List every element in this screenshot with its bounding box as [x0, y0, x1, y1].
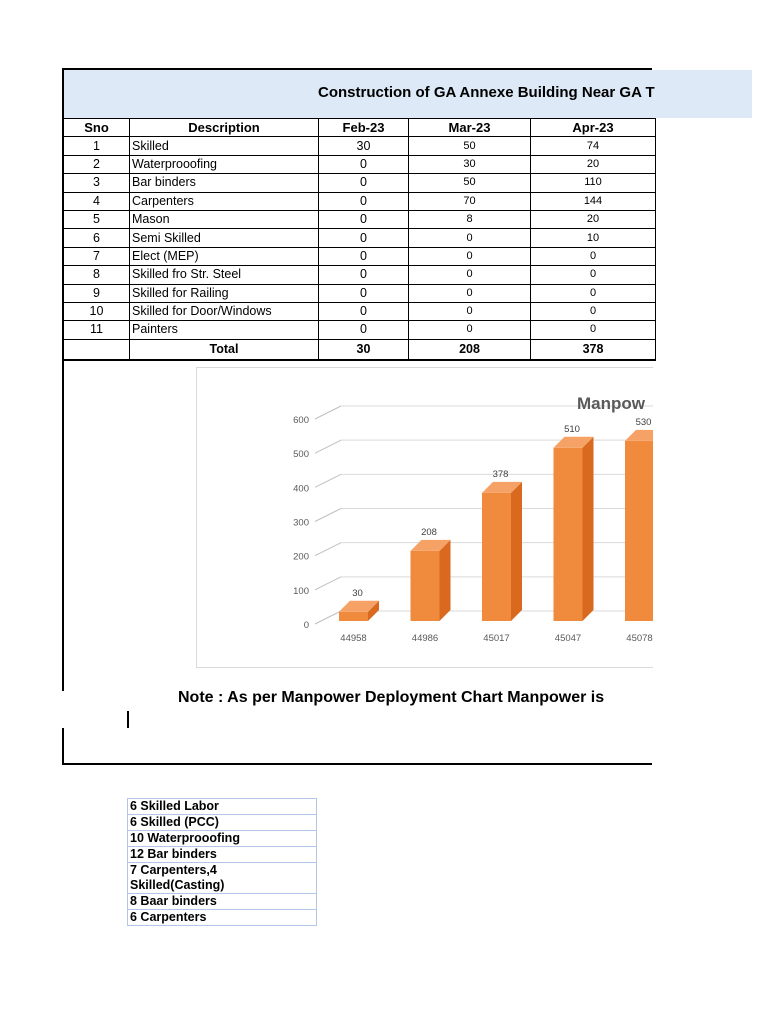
cell-feb: 0 — [319, 266, 409, 284]
cell-sno: 7 — [64, 247, 130, 265]
header-sno: Sno — [64, 119, 130, 137]
crew-item-text: 6 Skilled (PCC) — [128, 815, 317, 831]
table-row — [64, 302, 656, 320]
note-text: Note : As per Manpower Deployment Chart Manpower is — [178, 689, 605, 706]
y-tick-label: 300 — [293, 517, 309, 529]
cell-sno: 11 — [64, 321, 130, 339]
cell-mar: 0 — [409, 302, 531, 320]
table-row — [64, 155, 656, 173]
cell-mar: 0 — [409, 229, 531, 247]
frame-border-left-lower — [62, 728, 64, 764]
list-item — [128, 799, 317, 815]
table-row — [64, 192, 656, 210]
text-cursor — [127, 711, 129, 728]
gridline-diagonal — [315, 611, 341, 624]
cell-description: Skilled for Door/Windows — [130, 302, 319, 320]
cell-feb: 0 — [319, 321, 409, 339]
chart-title: Manpow — [577, 394, 645, 413]
frame-border-top — [62, 68, 652, 70]
cell-feb: 0 — [319, 284, 409, 302]
cell-feb: 0 — [319, 174, 409, 192]
cell-mar: 70 — [409, 192, 531, 210]
data-label: 530 — [635, 416, 652, 428]
bar — [411, 551, 440, 621]
cell-apr: 0 — [531, 284, 656, 302]
cell-mar: 0 — [409, 266, 531, 284]
list-item — [128, 910, 317, 926]
total-row — [64, 339, 656, 360]
cell-sno: 9 — [64, 284, 130, 302]
cell-feb: 30 — [319, 137, 409, 155]
cell-description: Semi Skilled — [130, 229, 319, 247]
cell-description: Mason — [130, 210, 319, 228]
cell-apr: 20 — [531, 155, 656, 173]
x-tick-label: 45017 — [483, 633, 510, 644]
y-tick-label: 500 — [293, 449, 309, 461]
bar — [482, 493, 511, 621]
cell-sno: 10 — [64, 302, 130, 320]
crew-item-text: 7 Carpenters,4 Skilled(Casting) — [128, 863, 317, 894]
header-apr: Apr-23 — [531, 119, 656, 137]
cell-description: Carpenters — [130, 192, 319, 210]
cell-description: Skilled for Railing — [130, 284, 319, 302]
cell-total-mar: 208 — [409, 339, 531, 360]
header-mar: Mar-23 — [409, 119, 531, 137]
frame-border-bottom — [62, 763, 652, 765]
table-row — [64, 321, 656, 339]
bar-side — [440, 540, 451, 621]
header-feb: Feb-23 — [319, 119, 409, 137]
cell-apr: 0 — [531, 321, 656, 339]
crew-item-text: 6 Carpenters — [128, 910, 317, 926]
y-tick-label: 400 — [293, 483, 309, 495]
bar-side — [511, 482, 522, 621]
bar-top — [625, 430, 653, 441]
cell-apr: 110 — [531, 174, 656, 192]
cell-feb: 0 — [319, 302, 409, 320]
cell-total-feb: 30 — [319, 339, 409, 360]
crew-item-text: 10 Waterprooofing — [128, 831, 317, 847]
cell-sno: 5 — [64, 210, 130, 228]
cell-total-sno — [64, 339, 130, 360]
list-item — [128, 847, 317, 863]
cell-sno: 4 — [64, 192, 130, 210]
y-tick-label: 100 — [293, 585, 309, 597]
list-item — [128, 815, 317, 831]
cell-total-apr: 378 — [531, 339, 656, 360]
cell-apr: 0 — [531, 302, 656, 320]
list-item — [128, 831, 317, 847]
y-tick-label: 600 — [293, 415, 309, 426]
sheet-title: Construction of GA Annexe Building Near GA T — [318, 84, 655, 101]
manpower-table — [63, 118, 656, 361]
gridline-diagonal — [315, 440, 341, 453]
cell-mar: 0 — [409, 321, 531, 339]
list-item — [128, 894, 317, 910]
table-row — [64, 210, 656, 228]
table-body — [64, 137, 656, 360]
y-tick-label: 200 — [293, 551, 309, 563]
cell-apr: 74 — [531, 137, 656, 155]
crew-list-table — [127, 798, 317, 926]
bar — [339, 612, 368, 621]
x-tick-label: 44958 — [340, 633, 367, 644]
cell-feb: 0 — [319, 247, 409, 265]
gridline-diagonal — [315, 509, 341, 522]
table-row — [64, 174, 656, 192]
cell-description: Waterprooofing — [130, 155, 319, 173]
header-description: Description — [130, 119, 319, 137]
cell-mar: 8 — [409, 210, 531, 228]
cell-sno: 8 — [64, 266, 130, 284]
cell-description: Painters — [130, 321, 319, 339]
table-row — [64, 229, 656, 247]
cell-sno: 1 — [64, 137, 130, 155]
gridline-diagonal — [315, 406, 341, 419]
table-header-row — [64, 119, 656, 137]
cell-total-label: Total — [130, 339, 319, 360]
x-tick-label: 45047 — [554, 633, 582, 644]
table-row — [64, 247, 656, 265]
data-label: 208 — [421, 526, 437, 538]
manpower-chart — [196, 367, 653, 668]
cell-apr: 0 — [531, 266, 656, 284]
gridline-diagonal — [315, 543, 341, 556]
cell-feb: 0 — [319, 192, 409, 210]
x-tick-label: 45078 — [626, 633, 653, 644]
cell-apr: 144 — [531, 192, 656, 210]
data-label: 378 — [492, 468, 509, 480]
bar — [554, 448, 583, 621]
gridline-diagonal — [315, 577, 341, 590]
table-row — [64, 284, 656, 302]
crew-item-text: 12 Bar binders — [128, 847, 317, 863]
table-row — [64, 137, 656, 155]
y-tick-label: 0 — [303, 620, 309, 631]
data-label: 510 — [564, 423, 580, 435]
cell-feb: 0 — [319, 229, 409, 247]
title-band — [64, 70, 752, 118]
cell-feb: 0 — [319, 155, 409, 173]
cell-mar: 50 — [409, 174, 531, 192]
cell-mar: 0 — [409, 247, 531, 265]
cell-description: Skilled — [130, 137, 319, 155]
cell-mar: 0 — [409, 284, 531, 302]
table-row — [64, 266, 656, 284]
cell-description: Elect (MEP) — [130, 247, 319, 265]
bar-side — [583, 437, 594, 621]
cell-sno: 2 — [64, 155, 130, 173]
x-tick-label: 44986 — [411, 633, 439, 644]
cell-sno: 3 — [64, 174, 130, 192]
cell-apr: 10 — [531, 229, 656, 247]
crew-item-text: 6 Skilled Labor — [128, 799, 317, 815]
cell-feb: 0 — [319, 210, 409, 228]
cell-mar: 50 — [409, 137, 531, 155]
bar — [625, 441, 653, 621]
cell-apr: 20 — [531, 210, 656, 228]
crew-item-text: 8 Baar binders — [128, 894, 317, 910]
list-item — [128, 863, 317, 894]
gridline-diagonal — [315, 474, 341, 487]
cell-apr: 0 — [531, 247, 656, 265]
cell-sno: 6 — [64, 229, 130, 247]
cell-description: Bar binders — [130, 174, 319, 192]
cell-description: Skilled fro Str. Steel — [130, 266, 319, 284]
cell-mar: 30 — [409, 155, 531, 173]
data-label: 30 — [352, 587, 363, 599]
